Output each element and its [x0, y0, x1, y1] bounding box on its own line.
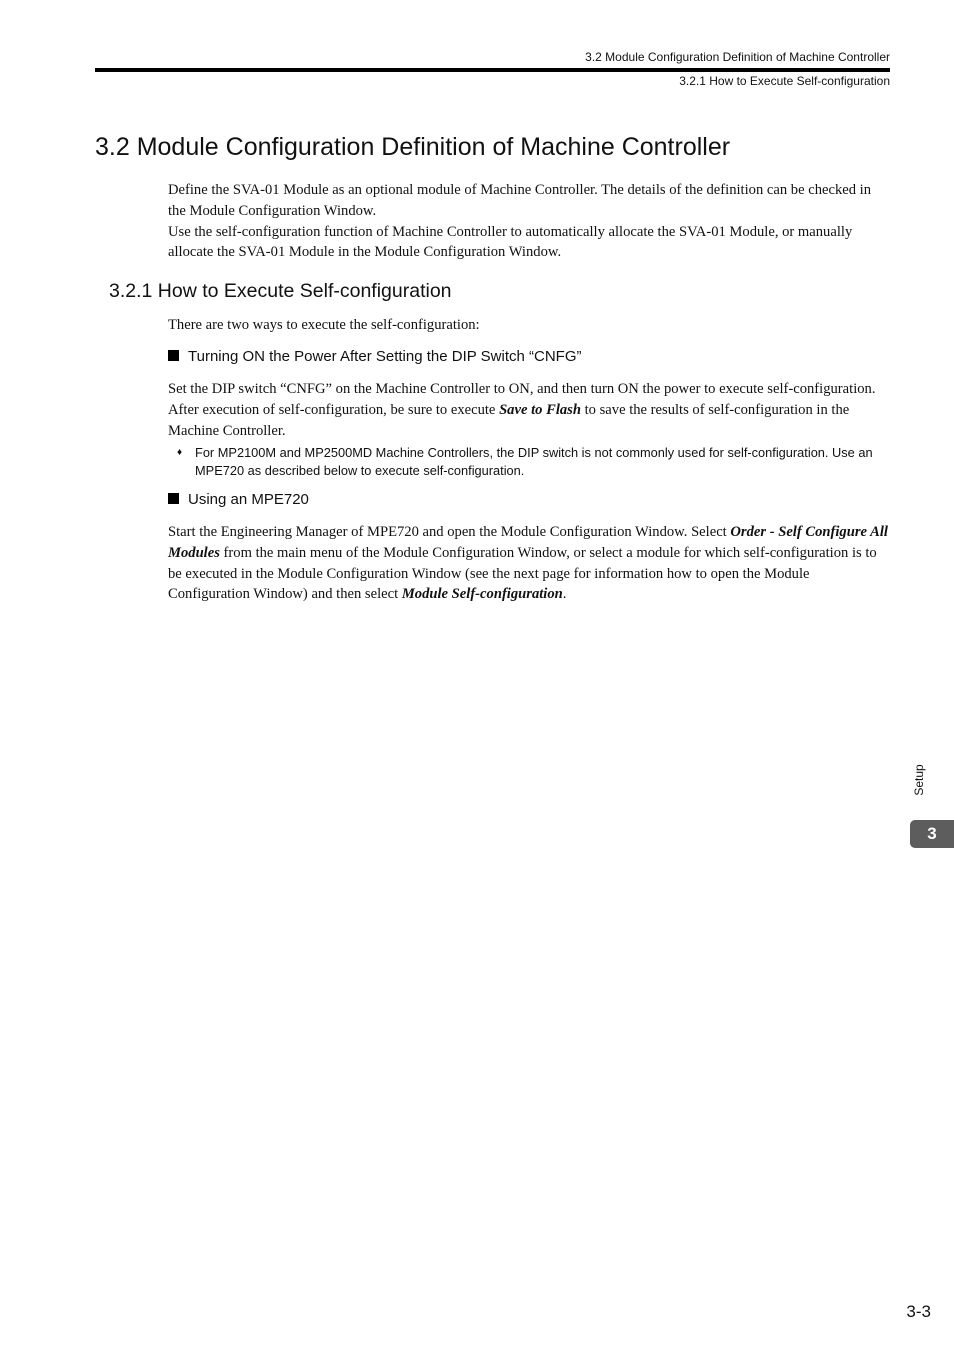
lead-paragraph: There are two ways to execute the self-configuration: [168, 317, 480, 333]
self-configure-all-command: Order - Self Configure All Modules [168, 524, 888, 561]
chapter-side-label-text: Setup [912, 764, 926, 796]
method-dip-paragraph [168, 379, 890, 441]
method-dip-heading [168, 348, 581, 365]
diamond-bullet-icon: ♦ [177, 447, 183, 458]
mpe-text-3: . [562, 586, 567, 603]
page-number: 3-3 [906, 1302, 931, 1321]
module-self-configuration-command: Module Self-configuration [401, 586, 563, 603]
mpe-text-1: Start the Engineering Manager of MPE720 and open the Module Configuration Window. Select [168, 524, 731, 540]
save-to-flash-command: Save to Flash [499, 401, 581, 418]
chapter-tab: 3 [910, 820, 954, 848]
intro-paragraph-1: Define the SVA-01 Module as an optional module of Machine Controller. The details of the definition can be checked in the Module Configuration Window. [168, 182, 872, 219]
method-mpe-paragraph [168, 522, 890, 605]
section-intro [168, 180, 890, 263]
chapter-side-label [905, 760, 933, 800]
dip-text-after: to save the results of self-configuration in the Machine Controller. [168, 401, 850, 439]
method-dip-paragraph-text [168, 379, 890, 441]
square-bullet-icon [168, 350, 179, 361]
intro-paragraph-2: Use the self-configuration function of Machine Controller to automatically allocate the SVA-01 Module, or manually allocate the SVA-01 Module in the Module Configuration Window. [168, 223, 853, 261]
method-mpe-heading-text: Using an MPE720 [188, 491, 309, 508]
running-header-subsection: 3.2.1 How to Execute Self-configuration [679, 74, 890, 88]
method-dip-note-text: For MP2100M and MP2500MD Machine Controllers, the DIP switch is not commonly used for self-configuration. Use an MPE720 as described below to execute self-configuration. [195, 445, 873, 478]
subsection-title: 3.2.1 How to Execute Self-configuration [109, 280, 452, 302]
method-mpe-heading [168, 491, 309, 508]
section-title: 3.2 Module Configuration Definition of Machine Controller [95, 133, 731, 161]
mpe-text-2: from the main menu of the Module Configuration Window, or select a module for which self-configuration is to be executed in the Module Configuration Window (see the next page for information how to open the Module Configuration Window) and then select [168, 544, 877, 603]
method-dip-note [177, 444, 877, 480]
running-header-section: 3.2 Module Configuration Definition of Machine Controller [585, 50, 890, 64]
subsection-lead [168, 315, 890, 336]
method-dip-heading-text: Turning ON the Power After Setting the DIP Switch “CNFG” [188, 348, 582, 365]
dip-text-before: Set the DIP switch “CNFG” on the Machine Controller to ON, and then turn ON the power to execute self-configuration. After execution of self-configuration, be sure to execute [168, 381, 876, 418]
square-bullet-icon [168, 493, 179, 504]
header-rule [95, 68, 890, 72]
method-mpe-paragraph-text [168, 522, 890, 605]
